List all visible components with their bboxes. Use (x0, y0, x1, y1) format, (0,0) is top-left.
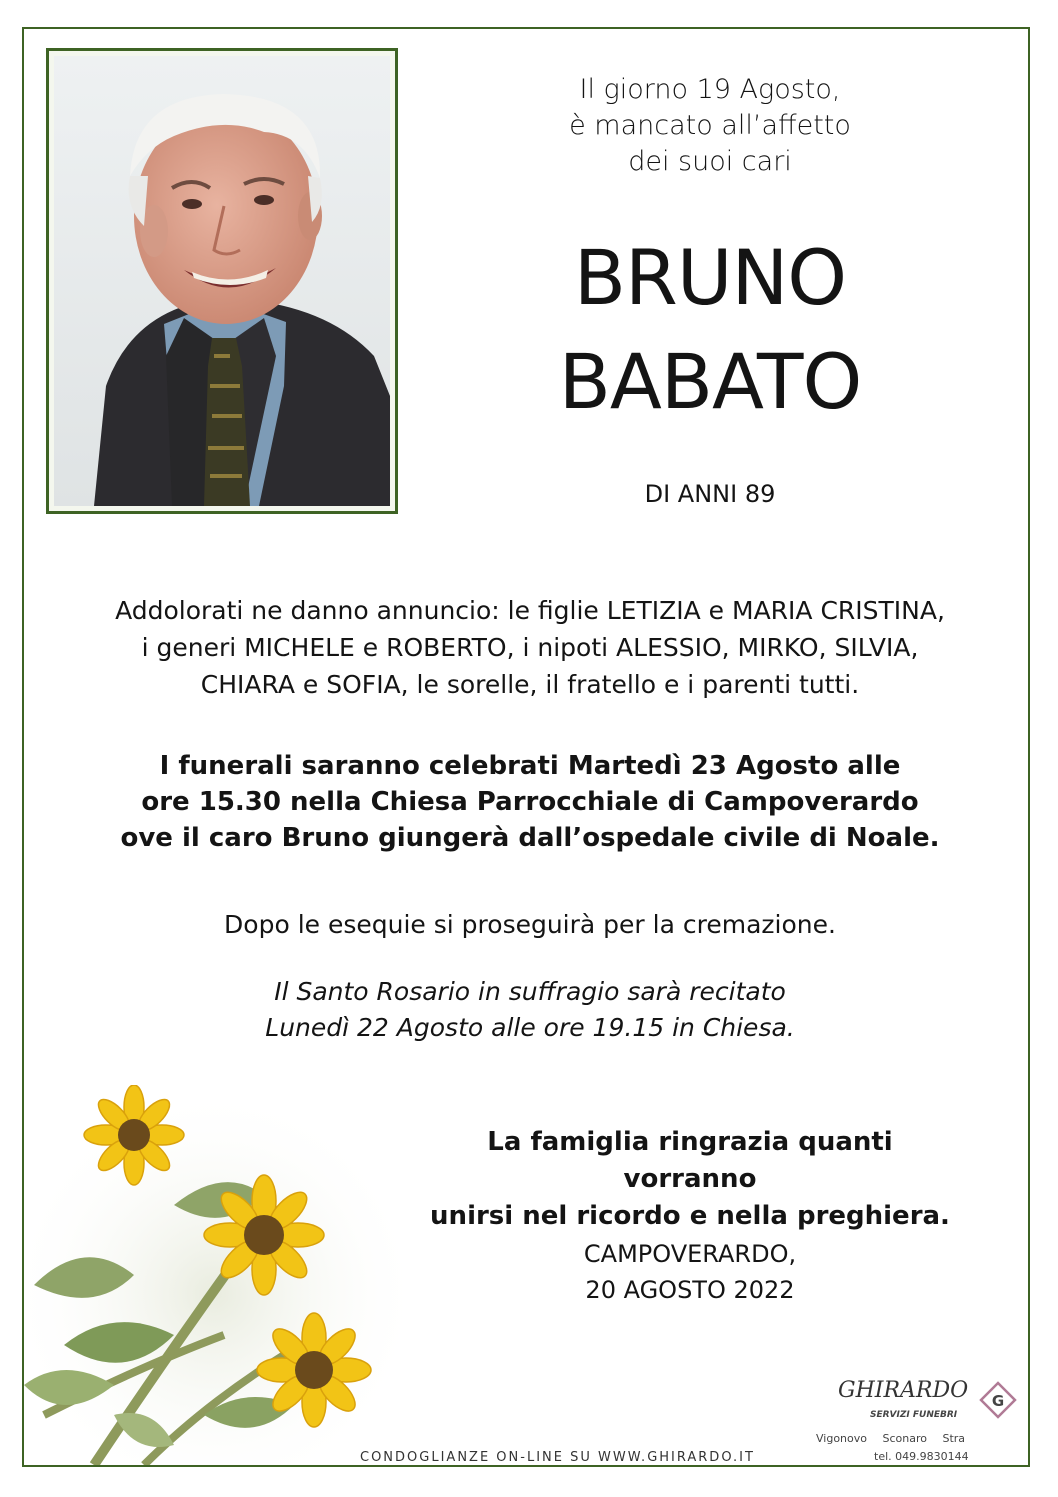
announcement-line: i generi MICHELE e ROBERTO, i nipoti ALESSIO, MIRKO, SILVIA, (141, 633, 919, 662)
family-thanks (420, 1124, 960, 1235)
cremation-note: Dopo le esequie si proseguirà per la cremazione. (224, 910, 836, 939)
funeral-home-brand (816, 1378, 1038, 1468)
deceased-last-name: BABATO (558, 337, 862, 426)
brand-phone: tel. 049.9830144 (874, 1450, 969, 1463)
location: Vigonovo (816, 1432, 867, 1445)
place-and-date (540, 1236, 840, 1308)
brand-logo-icon (978, 1380, 1018, 1420)
announcement-line: Addolorati ne danno annuncio: le figlie LETIZIA e MARIA CRISTINA, (115, 596, 945, 625)
brand-subtitle: SERVIZI FUNEBRI (870, 1410, 958, 1420)
sunflowers-decoration (24, 1085, 404, 1465)
location: Sconaro (882, 1432, 927, 1445)
brand-locations (816, 1432, 977, 1445)
location: Stra (942, 1432, 966, 1445)
funeral-details (70, 748, 990, 856)
brand-name: GHIRARDO (838, 1378, 969, 1403)
portrait-photo (54, 56, 390, 506)
place: CAMPOVERARDO, (583, 1240, 797, 1268)
portrait-photo-frame (46, 48, 398, 514)
funeral-line: ove il caro Bruno giungerà dall’ospedale civile di Noale. (120, 823, 940, 853)
rosary-details (70, 974, 990, 1046)
thanks-line: La famiglia ringrazia quanti vorranno (487, 1127, 893, 1194)
deceased-first-name: BRUNO (573, 233, 847, 322)
funeral-line: I funerali saranno celebrati Martedì 23 Agosto alle (159, 751, 901, 781)
announcement-line: CHIARA e SOFIA, le sorelle, il fratello e i parenti tutti. (200, 670, 860, 699)
intro-line: dei suoi cari (628, 146, 792, 177)
intro-line: Il giorno 19 Agosto, (579, 74, 841, 105)
funeral-line: ore 15.30 nella Chiesa Parrocchiale di Campoverardo (141, 787, 919, 817)
intro-line: è mancato all’affetto (569, 110, 851, 141)
date: 20 AGOSTO 2022 (585, 1276, 795, 1304)
deceased-age: DI ANNI 89 (644, 480, 776, 508)
rosary-line: Lunedì 22 Agosto alle ore 19.15 in Chiesa. (265, 1013, 795, 1042)
family-announcement (70, 592, 990, 703)
brand-logo-letter: G (991, 1392, 1005, 1410)
rosary-line: Il Santo Rosario in suffragio sarà recitato (274, 977, 786, 1006)
online-condolences-text: CONDOGLIANZE ON-LINE SU WWW.GHIRARDO.IT (360, 1450, 755, 1465)
thanks-line: unirsi nel ricordo e nella preghiera. (430, 1201, 950, 1231)
death-notice-intro (560, 72, 860, 180)
